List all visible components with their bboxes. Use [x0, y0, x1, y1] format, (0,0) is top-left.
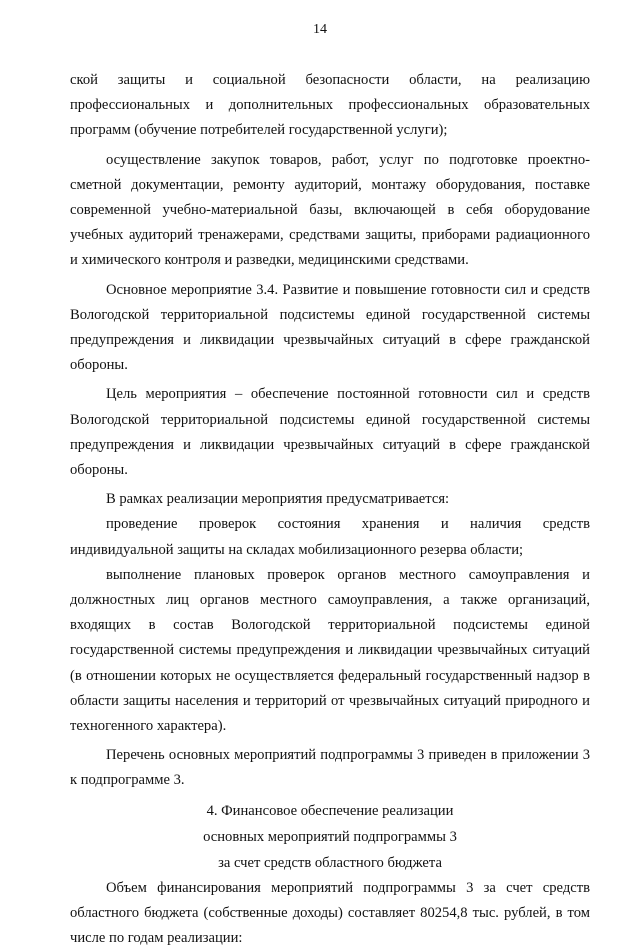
section-heading-line: 4. Финансовое обеспечение реализации [206, 802, 454, 819]
paragraph-activity-goal: Цель мероприятия – обеспечение постоянной готовности сил и средств Вологодской территориальной подсистемы единой государственной системы предупреждения и ликвидации чрезвычайных ситуаций в сфере гражданской обороны. [70, 386, 590, 479]
paragraph-procurement: осуществление закупок товаров, работ, услуг по подготовке проектно-сметной документации, ремонту аудиторий, монтажу оборудования, поставке современной учебно-материальной базы, включающей в себя оборудование учебных аудиторий тренажерами, средствами защиты, приборами радиационного и химического контроля и разведки, медицинскими средствами. [70, 151, 590, 269]
paragraph-funding-volume: Объем финансирования мероприятий подпрограммы 3 за счет средств областного бюджета (собственные доходы) составляет 80254,8 тыс. рублей, в том числе по годам реализации: [70, 879, 590, 947]
paragraph-planned-inspections: выполнение плановых проверок органов местного самоуправления и должностных лиц органов местного самоуправления, а также организаций, входящих в состав Вологодской территориальной подсистемы единой государственной системы предупреждения и ликвидации чрезвычайных ситуаций (в отношении которых не осуществляется федеральный государственный надзор в области защиты населения и территорий от чрезвычайных ситуаций природного и техногенного характера). [70, 566, 590, 735]
paragraph-inspections-storage: проведение проверок состояния хранения и наличия средств индивидуальной защиты на складах мобилизационного резерва области; [70, 516, 590, 558]
section-heading [70, 798, 590, 876]
paragraph-continuation: ской защиты и социальной безопасности области, на реализацию профессиональных и дополнительных профессиональных образовательных программ (обучение потребителей государственной услуги); [70, 72, 590, 139]
section-heading-line: основных мероприятий подпрограммы 3 [203, 828, 457, 845]
paragraph-main-activity: Основное мероприятие 3.4. Развитие и повышение готовности сил и средств Вологодской территориальной подсистемы единой государственной системы предупреждения и ликвидации чрезвычайных ситуаций в сфере гражданской обороны. [70, 281, 590, 374]
paragraph-activity-scope: В рамках реализации мероприятия предусматривается: [106, 491, 450, 508]
document-body [70, 68, 590, 951]
paragraph-list-reference: Перечень основных мероприятий подпрограммы 3 приведен в приложении 3 к подпрограмме 3. [70, 747, 590, 789]
page-number: 14 [313, 22, 327, 37]
section-heading-line: за счет средств областного бюджета [218, 854, 442, 871]
